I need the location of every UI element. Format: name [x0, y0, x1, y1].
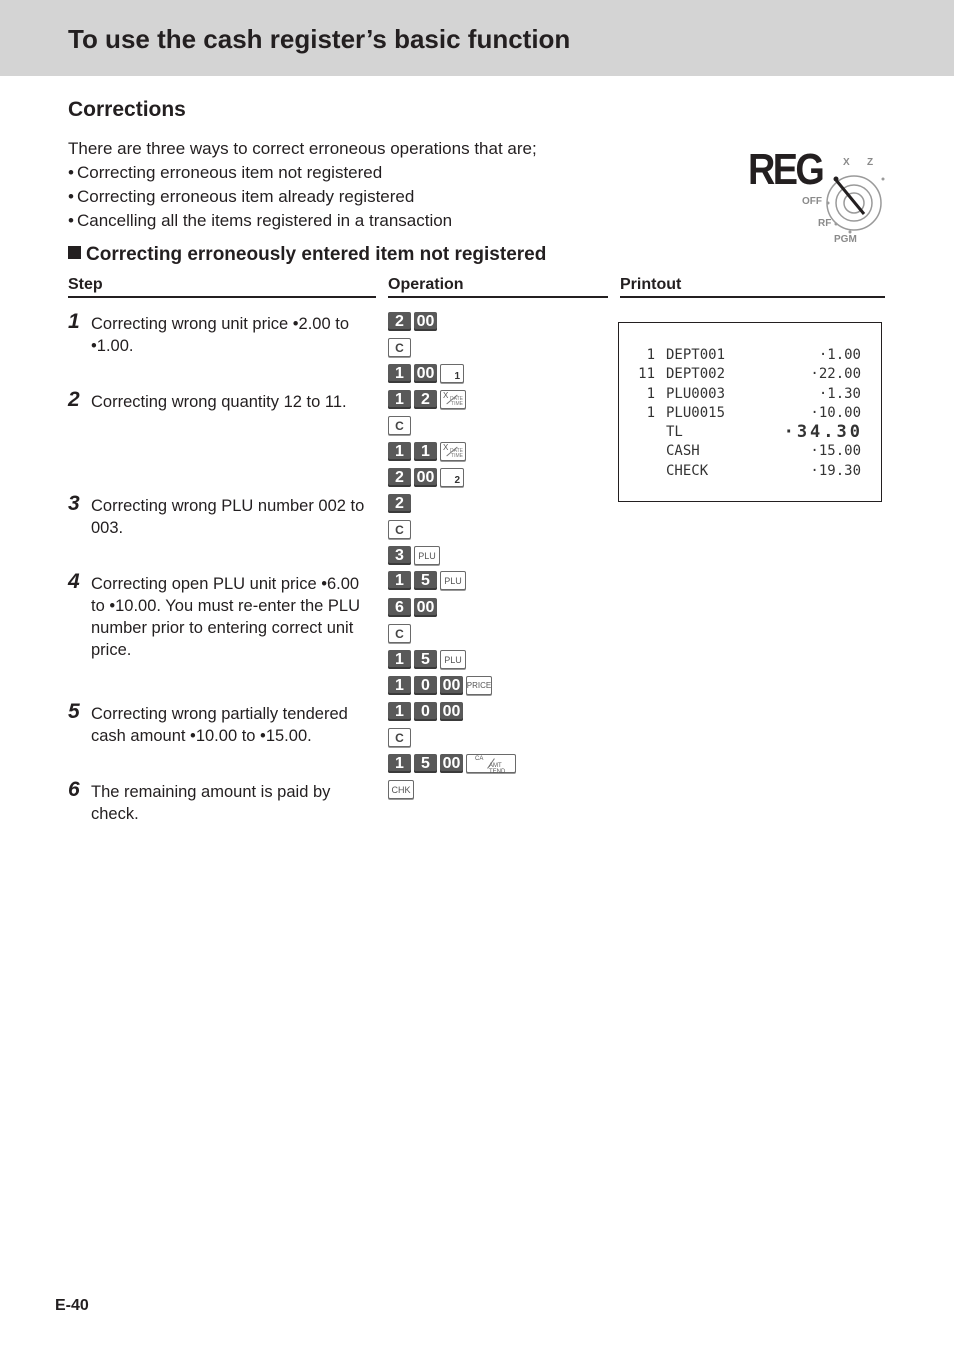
step-text: Correcting open PLU unit price •6.00 to •10.00. You must re-enter the PLU number prior to entering correct unit price. [91, 575, 361, 659]
bullet-text: Cancelling all the items registered in a transaction [77, 211, 453, 230]
bullet-item: • Correcting erroneous item not registered [68, 163, 383, 182]
key-00[interactable]: 00 [414, 312, 437, 331]
key-1[interactable]: 1 [388, 571, 411, 590]
step-text: Correcting wrong quantity 12 to 11. [91, 393, 347, 411]
key-00[interactable]: 00 [414, 598, 437, 617]
step-4 [68, 570, 373, 661]
step-number: 2 [68, 388, 80, 411]
key-00[interactable]: 00 [414, 364, 437, 383]
key-6[interactable]: 6 [388, 598, 411, 617]
multiply-date-time-key[interactable] [440, 390, 466, 409]
step-3 [68, 492, 373, 539]
mode-switch-indicator [748, 146, 888, 250]
step-number: 5 [68, 700, 80, 723]
mode-z-label: Z [867, 157, 874, 168]
receipt-qty: 1 [646, 347, 655, 363]
receipt-amount: ·1.30 [818, 386, 861, 402]
key-5[interactable]: 5 [414, 754, 437, 773]
step-2 [68, 388, 373, 413]
operation-row [388, 312, 437, 334]
square-bullet-icon [68, 246, 81, 259]
operation-row [388, 416, 411, 438]
page-number: E-40 [55, 1297, 89, 1314]
operation-row [388, 650, 466, 672]
operation-row [388, 728, 411, 750]
operation-row [388, 676, 492, 698]
operation-row [388, 442, 466, 464]
subsection-title-text: Correcting erroneously entered item not registered [86, 244, 547, 265]
receipt-amount: ·15.00 [810, 443, 861, 459]
mode-rf-label: RF [818, 218, 832, 229]
operation-row [388, 754, 516, 776]
bullet-item: • Correcting erroneous item already registered [68, 187, 415, 206]
operation-row [388, 702, 463, 724]
key-0[interactable]: 0 [414, 676, 437, 695]
mode-off-label: OFF [802, 196, 822, 207]
cash-amount-tendered-key[interactable] [466, 754, 516, 773]
receipt-item: TL [666, 424, 683, 440]
key-2[interactable]: 2 [388, 312, 411, 331]
receipt-line [619, 463, 881, 482]
key-00[interactable]: 00 [440, 676, 463, 695]
subsection-title [68, 244, 546, 266]
operation-row [388, 338, 411, 360]
operation-row [388, 390, 466, 412]
intro-paragraph [68, 137, 668, 233]
key-1[interactable]: 1 [414, 442, 437, 461]
column-header-step: Step [68, 276, 376, 298]
plu-key[interactable]: PLU [414, 546, 440, 565]
key-0[interactable]: 0 [414, 702, 437, 721]
step-5 [68, 700, 373, 747]
section-title: Corrections [68, 98, 186, 121]
price-key[interactable]: PRICE [466, 676, 492, 695]
operation-row [388, 598, 437, 620]
receipt-amount: ·19.30 [810, 463, 861, 479]
operation-row [388, 520, 411, 542]
page-title: To use the cash register’s basic function [68, 24, 571, 54]
key-5[interactable]: 5 [414, 571, 437, 590]
key-3[interactable]: 3 [388, 546, 411, 565]
mode-label: REG [748, 145, 823, 194]
column-header-operation: Operation [388, 276, 608, 298]
key-5[interactable]: 5 [414, 650, 437, 669]
operation-row [388, 468, 464, 490]
intro-lead: There are three ways to correct erroneous operations that are; [68, 139, 537, 158]
key-1[interactable]: 1 [388, 364, 411, 383]
check-key[interactable]: CHK [388, 780, 414, 799]
operation-row [388, 364, 464, 386]
key-2[interactable]: 2 [414, 390, 437, 409]
date-time-label: DATE TIME [450, 396, 463, 407]
step-number: 4 [68, 570, 80, 593]
step-text: Correcting wrong PLU number 002 to 003. [91, 497, 365, 537]
plu-key[interactable]: PLU [440, 650, 466, 669]
operation-row [388, 494, 411, 516]
receipt-qty: 1 [646, 405, 655, 421]
receipt-total-line [619, 424, 881, 443]
receipt-printout [618, 322, 882, 502]
dept-2-key[interactable]: 2 [440, 468, 464, 487]
clear-key[interactable]: C [388, 624, 411, 643]
dept-1-key[interactable]: 1 [440, 364, 464, 383]
receipt-amount: ·22.00 [810, 366, 861, 382]
amt-tend-label: AMT TEND [489, 763, 506, 775]
key-1[interactable]: 1 [388, 442, 411, 461]
date-time-label: DATE TIME [450, 448, 463, 459]
bullet-item: • Cancelling all the items registered in a transaction [68, 211, 453, 230]
receipt-qty: 1 [646, 386, 655, 402]
receipt-line [619, 347, 881, 366]
bullet-text: Correcting erroneous item not registered [77, 163, 383, 182]
step-6 [68, 778, 373, 825]
clear-key[interactable]: C [388, 520, 411, 539]
receipt-amount: ·1.00 [818, 347, 861, 363]
key-2[interactable]: 2 [388, 494, 411, 513]
step-text: Correcting wrong partially tendered cash amount •10.00 to •15.00. [91, 705, 348, 745]
key-2[interactable]: 2 [388, 468, 411, 487]
key-00[interactable]: 00 [440, 702, 463, 721]
key-1[interactable]: 1 [388, 702, 411, 721]
receipt-total-amount: ·34.30 [783, 422, 863, 442]
clear-key[interactable]: C [388, 416, 411, 435]
operation-row [388, 546, 440, 568]
plu-key[interactable]: PLU [440, 571, 466, 590]
receipt-item: CHECK [666, 463, 709, 479]
receipt-item: DEPT001 [666, 347, 726, 363]
step-number: 1 [68, 310, 80, 333]
bullet-text: Correcting erroneous item already registered [77, 187, 415, 206]
key-00[interactable]: 00 [440, 754, 463, 773]
multiply-label: X [443, 391, 449, 400]
step-number: 6 [68, 778, 80, 801]
step-text: The remaining amount is paid by check. [91, 783, 331, 823]
receipt-line [619, 386, 881, 405]
key-1[interactable]: 1 [388, 754, 411, 773]
operation-row [388, 624, 411, 646]
receipt-item: PLU0003 [666, 386, 726, 402]
receipt-item: PLU0015 [666, 405, 726, 421]
key-1[interactable]: 1 [388, 650, 411, 669]
operation-row [388, 780, 414, 802]
ca-label: CA [475, 756, 484, 762]
clear-key[interactable]: C [388, 728, 411, 747]
operation-row [388, 571, 466, 593]
multiply-date-time-key[interactable] [440, 442, 466, 461]
mode-pgm-label: PGM [834, 234, 857, 245]
step-text: Correcting wrong unit price •2.00 to •1.00. [91, 315, 349, 355]
clear-key[interactable]: C [388, 338, 411, 357]
receipt-qty: 11 [638, 366, 655, 382]
mode-x-label: X [843, 157, 850, 168]
receipt-item: DEPT002 [666, 366, 726, 382]
receipt-item: CASH [666, 443, 700, 459]
step-1 [68, 310, 373, 357]
key-00[interactable]: 00 [414, 468, 437, 487]
receipt-amount: ·10.00 [810, 405, 861, 421]
step-number: 3 [68, 492, 80, 515]
key-1[interactable]: 1 [388, 676, 411, 695]
receipt-line [619, 366, 881, 385]
receipt-line [619, 443, 881, 462]
column-header-printout: Printout [620, 276, 885, 298]
multiply-label: X [443, 443, 449, 452]
key-1[interactable]: 1 [388, 390, 411, 409]
